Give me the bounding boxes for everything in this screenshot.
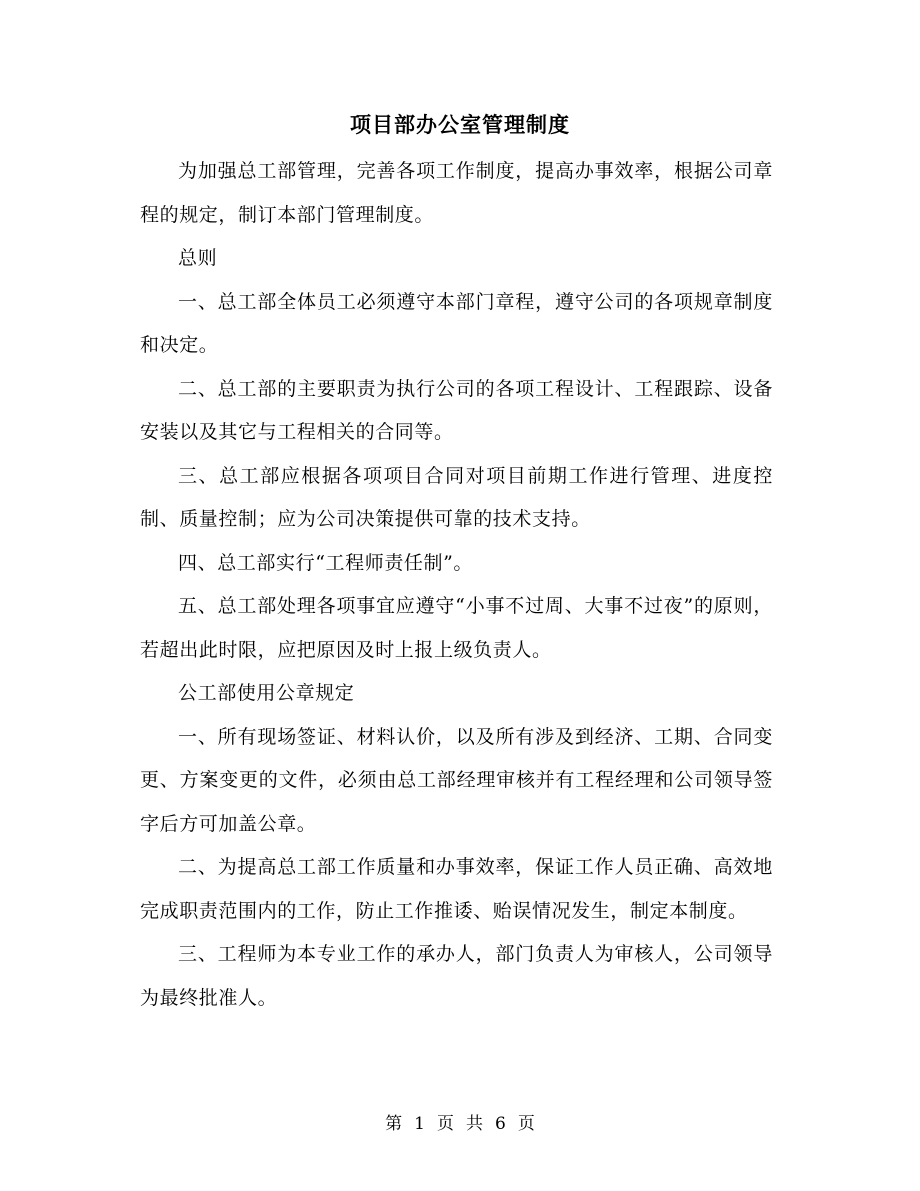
section-heading-seal-rules: 公工部使用公章规定 [178,682,355,704]
paragraph-item: 四、总工部实行“工程师责任制”。 [178,551,474,574]
current-page-number: 1 [414,1114,425,1134]
document-title: 项目部办公室管理制度 [350,112,570,137]
paragraph-item: 五、总工部处理各项事宜应遵守“小事不过周、大事不过夜”的原则，若超出此时限，应把原因及时上报上级负责人。 [140,595,773,661]
total-pages-number: 6 [495,1114,506,1134]
total-unit-label: 页 [517,1114,535,1134]
paragraph-item: 三、总工部应根据各项项目合同对项目前期工作进行管理、进度控制、质量控制；应为公司决策提供可靠的技术支持。 [140,464,773,530]
paragraph-item: 二、为提高总工部工作质量和办事效率，保证工作人员正确、高效地完成职责范围内的工作，防止工作推诿、贻误情况发生，制定本制度。 [140,856,773,922]
paragraph-item: 三、工程师为本专业工作的承办人，部门负责人为审核人，公司领导为最终批准人。 [140,943,773,1009]
section-heading-general: 总则 [178,247,218,269]
paragraph-item: 一、总工部全体员工必须遵守本部门章程，遵守公司的各项规章制度和决定。 [140,290,773,356]
paragraph-item: 一、所有现场签证、材料认价，以及所有涉及到经济、工期、合同变更、方案变更的文件，必须由总工部经理审核并有工程经理和公司领导签字后方可加盖公章。 [140,725,773,835]
total-label: 共 [466,1114,483,1134]
paragraph-intro: 为加强总工部管理，完善各项工作制度，提高办事效率，根据公司章程的规定，制订本部门管理制度。 [140,160,773,226]
page-footer [0,1112,920,1136]
page-unit-label: 页 [437,1114,454,1134]
paragraph-item: 二、总工部的主要职责为执行公司的各项工程设计、工程跟踪、设备安装以及其它与工程相关的合同等。 [140,377,773,443]
document-body [140,150,773,1020]
page-label: 第 [385,1114,403,1134]
